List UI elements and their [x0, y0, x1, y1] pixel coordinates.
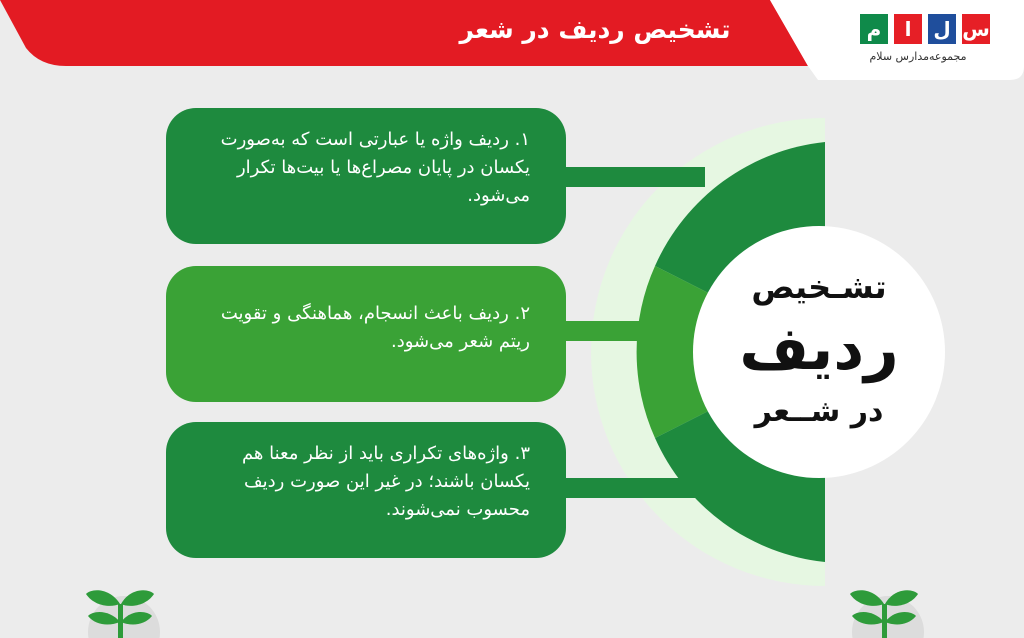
logo-subtitle: مجموعه‌مدارس سلام [869, 50, 967, 63]
item-2-text: ۲. ردیف باعث انسجام، هماهنگی و تقویت ریتم شعر می‌شود. [220, 303, 530, 352]
logo-letter-1: س [962, 14, 990, 44]
item-3-text: ۳. واژه‌های تکراری باید از نظر معنا هم یکسان باشند؛ در غیر این صورت ردیف محسوب نمی‌شوند. [241, 443, 530, 520]
center-line-1: تشـخیص [751, 268, 887, 306]
item-1-text: ۱. ردیف واژه یا عبارتی است که به‌صورت یکسان در پایان مصراع‌ها یا بیت‌ها تکرار می‌شود. [220, 129, 530, 206]
center-line-2: ردیف [739, 314, 899, 384]
logo-letter-3: ا [894, 14, 922, 44]
logo-letter-2: ل [928, 14, 956, 44]
leaf-sprout-icon [80, 574, 160, 638]
center-line-3: در شــعر [754, 394, 884, 429]
page-title: تشخیص ردیف در شعر [459, 15, 731, 44]
center-title [697, 242, 941, 462]
connector-2 [555, 321, 685, 341]
logo-letter-4: م [860, 14, 888, 44]
connector-3 [555, 478, 705, 498]
connector-1 [555, 167, 705, 187]
leaf-sprout-icon [844, 574, 924, 638]
